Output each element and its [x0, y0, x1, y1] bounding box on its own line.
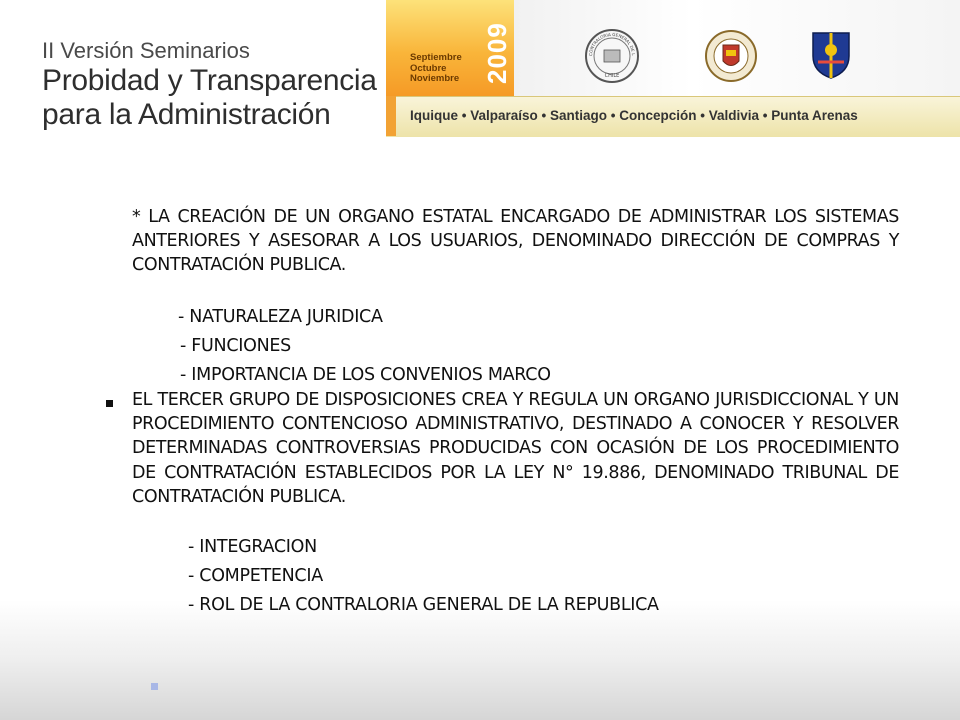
seminar-series: II Versión Seminarios	[42, 38, 250, 63]
empty-bullet-marker	[151, 683, 158, 690]
contraloria-seal-icon	[584, 28, 640, 84]
shield-logo-icon	[810, 30, 852, 80]
sub-item-funciones: - FUNCIONES	[180, 336, 291, 356]
sub-item-naturaleza: - NATURALEZA JURIDICA	[178, 307, 383, 327]
paragraph-tribunal: EL TERCER GRUPO DE DISPOSICIONES CREA Y REGULA UN ORGANO JURISDICCIONAL Y UN PROCEDIMIENTO CONTENCIOSO ADMINISTRATIVO, DESTINADO A CONOCER Y RESOLVER DETERMINADAS CONTROVERSIAS PRODUCIDAS CON OCASIÓN DE LOS PROCEDIMIENTO DE CONTRATACIÓN ESTABLECIDOS POR LA LEY N° 19.886, DENOMINADO TRIBUNAL DE CONTRATACIÓN PUBLICA.	[132, 390, 899, 507]
year-label: 2009	[482, 22, 512, 84]
paragraph-creation: * LA CREACIÓN DE UN ORGANO ESTATAL ENCARGADO DE ADMINISTRAR LOS SISTEMAS ANTERIORES Y ASESORAR A LOS USUARIOS, DENOMINADO DIRECCIÓN DE COMPRAS Y CONTRATACIÓN PUBLICA.	[132, 207, 899, 275]
bullet-marker	[106, 400, 113, 407]
months-list	[410, 53, 462, 85]
seminar-title-block	[42, 38, 377, 132]
cities-bar	[386, 96, 960, 137]
seminar-title-line2: para la Administración	[42, 98, 331, 131]
sub-item-convenios: - IMPORTANCIA DE LOS CONVENIOS MARCO	[180, 365, 551, 385]
seminar-title-line1: Probidad y Transparencia	[42, 64, 377, 97]
seal-text-chile: CHILE	[604, 73, 620, 79]
sub-item-integracion: - INTEGRACION	[188, 537, 317, 557]
month-september: Septiembre	[410, 52, 462, 63]
seal-text-contraloria: CONTRALORIA GENERAL DE L	[587, 31, 637, 57]
cities-bar-accent	[386, 96, 396, 136]
cities-list: Iquique • Valparaíso • Santiago • Concepción • Valdivia • Punta Arenas	[410, 108, 858, 123]
university-seal-icon	[704, 28, 758, 84]
month-november: Noviembre	[410, 73, 460, 84]
month-october: Octubre	[410, 62, 447, 74]
institution-seals	[514, 0, 960, 96]
sub-item-competencia: - COMPETENCIA	[188, 566, 323, 586]
sub-item-rol-contraloria: - ROL DE LA CONTRALORIA GENERAL DE LA REPUBLICA	[188, 595, 659, 615]
